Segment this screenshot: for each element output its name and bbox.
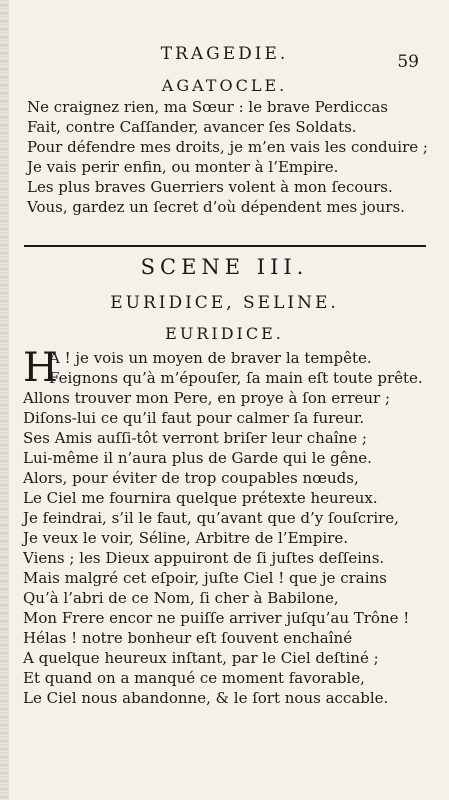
verse-line: Les plus braves Guerriers volent à mon ſecours.: [27, 178, 393, 196]
scene-title: SCENE III.: [140, 255, 309, 279]
speaker-name-euridice: EURIDICE.: [165, 324, 284, 343]
verse-line: Hélas ! notre bonheur eſt ſouvent enchaîné: [23, 629, 353, 647]
verse-line: Fait, contre Caſſander, avancer ſes Soldats.: [27, 118, 357, 136]
verse-line: A quelque heureux inſtant, par le Ciel deſtiné ;: [23, 649, 379, 667]
speech-agatocle: [27, 97, 427, 217]
binding-gutter: [0, 0, 9, 800]
verse-line-text: A ! je vois un moyen de braver la tempête.: [49, 349, 372, 367]
drop-cap-letter: H: [23, 345, 58, 391]
verse-line: Pour défendre mes droits, je m’en vais les conduire ;: [27, 138, 428, 156]
verse-line: Alors, pour éviter de trop coupables nœuds,: [23, 469, 359, 487]
verse-line: Vous, gardez un ſecret d’où dépendent mes jours.: [27, 198, 405, 216]
verse-line: Allons trouver mon Pere, en proye à ſon erreur ;: [23, 389, 391, 407]
verse-line: Je feindrai, s’il le faut, qu’avant que d’y ſouſcrire,: [23, 509, 399, 527]
verse-line: Feignons qu’à m’épouſer, ſa main eſt toute prête.: [49, 369, 423, 387]
running-head: TRAGEDIE.: [160, 44, 289, 64]
section-divider-rule: [24, 245, 426, 247]
verse-line: Viens ; les Dieux appuiront de ſi juſtes deſſeins.: [23, 549, 385, 567]
verse-line: Le Ciel me fournira quelque prétexte heureux.: [23, 489, 378, 507]
verse-line: Qu’à l’abri de ce Nom, ſi cher à Babilone,: [23, 589, 339, 607]
verse-line: Je veux le voir, Séline, Arbitre de l’Empire.: [23, 529, 348, 547]
speaker-name-agatocle: AGATOCLE.: [161, 76, 288, 95]
speech-euridice: [23, 345, 423, 708]
verse-line: Ses Amis auſſi-tôt verront briſer leur chaîne ;: [23, 429, 367, 447]
verse-line: Mais malgré cet eſpoir, juſte Ciel ! que je crains: [23, 569, 387, 587]
verse-line: Mon Frere encor ne puiſſe arriver juſqu’au Trône !: [23, 609, 410, 627]
verse-line: Je vais perir enfin, ou monter à l’Empire.: [27, 158, 339, 176]
verse-line: Lui-même il n’aura plus de Garde qui le gêne.: [23, 449, 372, 467]
verse-line: Diſons-lui ce qu’il faut pour calmer ſa fureur.: [23, 409, 365, 427]
verse-line: Et quand on a manqué ce moment favorable,: [23, 669, 365, 687]
verse-line: Le Ciel nous abandonne, & le ſort nous accable.: [23, 689, 389, 707]
verse-line: Ne craignez rien, ma Sœur : le brave Perdiccas: [27, 98, 388, 116]
page-number: 59: [397, 52, 419, 72]
scene-characters: EURIDICE, SELINE.: [110, 293, 339, 313]
